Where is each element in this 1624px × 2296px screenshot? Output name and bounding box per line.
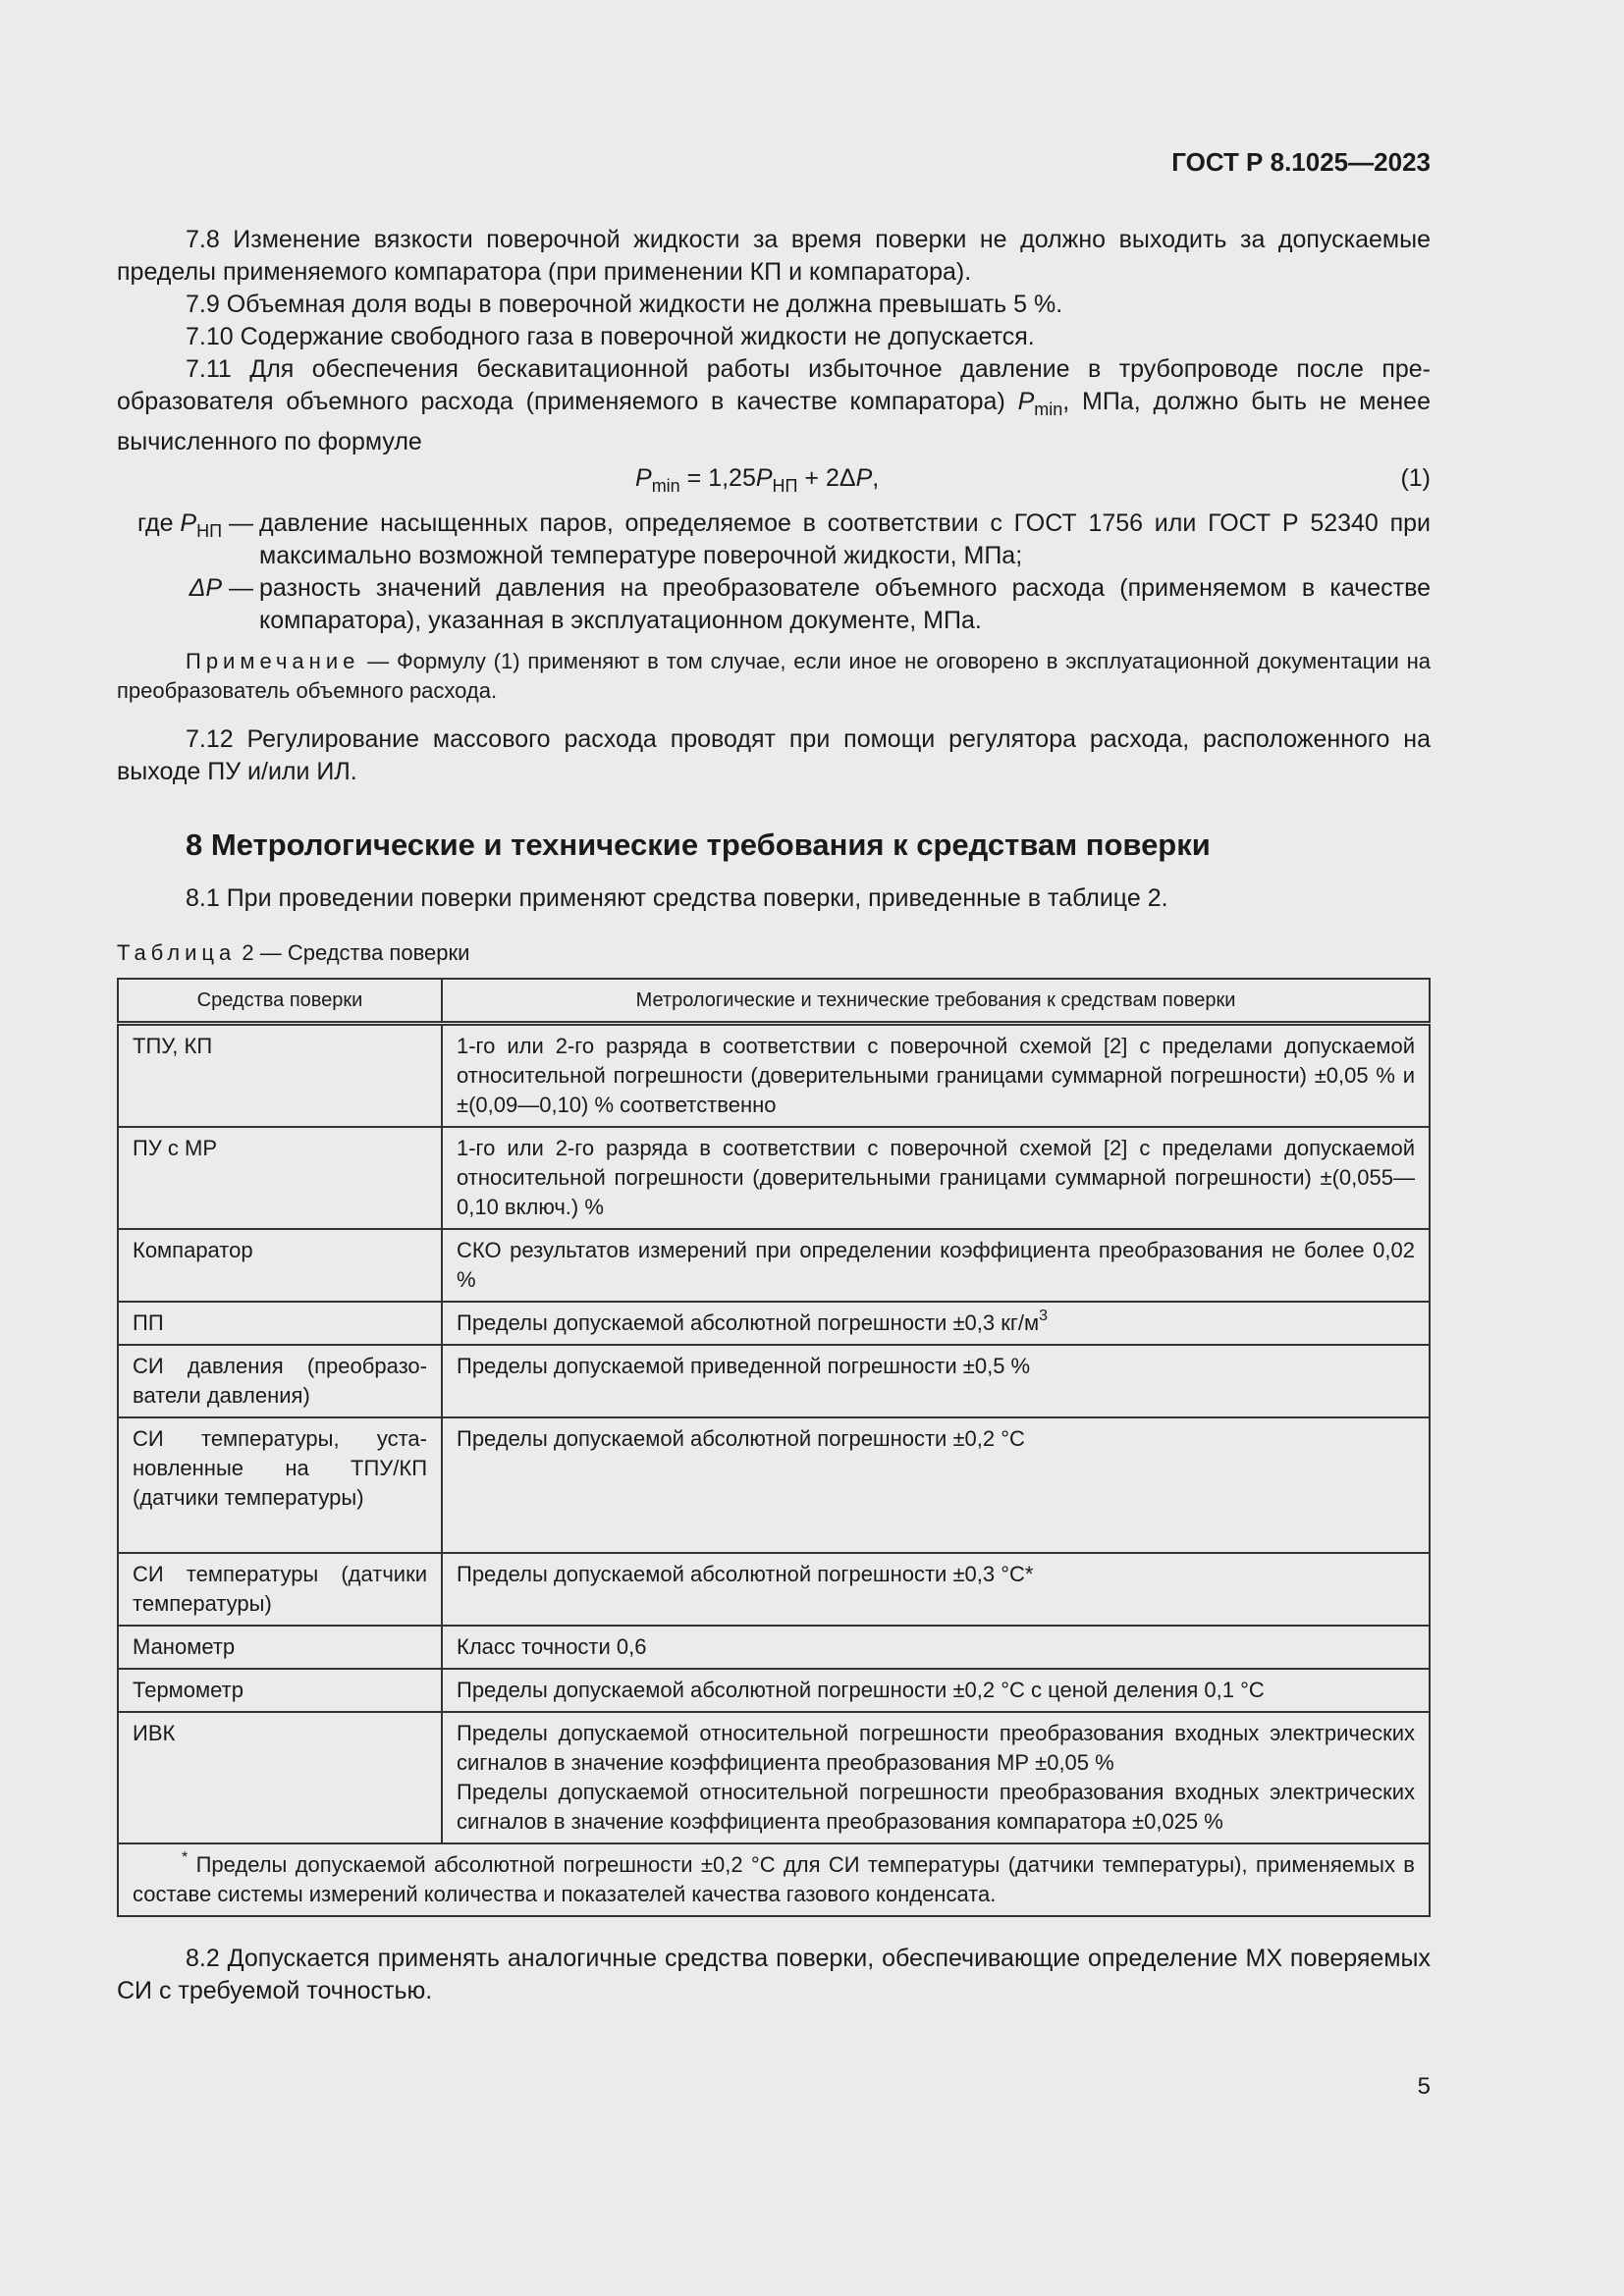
paragraph-7-11: 7.11 Для обеспечения бескавитационной работы избыточное давление в трубопроводе после преобразователя объемного расхода (применяемого в качестве компаратора) $P_{min}$, МПа, должно быть не менее вычисленного по формуле [117, 355, 1431, 455]
table-row [118, 1712, 1430, 1843]
table-row [118, 1553, 1430, 1626]
formula-1 [117, 458, 1431, 498]
note-label: Примечание [186, 649, 360, 673]
formula-legend [117, 507, 1431, 637]
legend-symbol: где $P_{НП}$ — [136, 509, 253, 541]
table-cell: Компаратор [118, 1229, 442, 1302]
formula-number: (1) [1400, 464, 1431, 492]
table-cell: Класс точности 0,6 [442, 1626, 1430, 1669]
legend-text: давление насыщенных паров, определяемое в соответствии с ГОСТ 1756 или ГОСТ Р 52340 при максимально возможной температуре поверочной жидкости, МПа; [259, 509, 1431, 569]
table-header-row [118, 979, 1430, 1024]
column-header: Средства поверки [118, 979, 442, 1024]
table-cell: Пределы допускаемой относительной погрешности преобразования входных электрических сигналов в значение коэффициента преобразования МР ±0,05 % Пределы допускаемой относительной погрешности преобразования входных электрических сигналов в значение коэффициента преобразования компаратора ±0,025 % [442, 1712, 1430, 1843]
table-cell: ИВК [118, 1712, 442, 1843]
table-cell: СИ давления (преобразователи давления) [118, 1345, 442, 1417]
table-cell: ТПУ, КП [118, 1024, 442, 1128]
table-cell: 1-го или 2-го разряда в соответствии с поверочной схемой [2] с пределами допускаемой относительной погрешности (доверительными границами суммарной погрешности) ±(0,055—0,10 включ.) % [442, 1127, 1430, 1229]
table-cell: Пределы допускаемой абсолютной погрешности ±0,3 $кг/м^3$ [442, 1302, 1430, 1345]
table-cell: ПП [118, 1302, 442, 1345]
legend-symbol: ΔP — [189, 574, 253, 602]
verification-table [117, 978, 1431, 1917]
section-heading: 8 Метрологические и технические требования к средствам поверки [186, 828, 1211, 862]
table-cell: 1-го или 2-го разряда в соответствии с поверочной схемой [2] с пределами допускаемой относительной погрешности (доверительными границами суммарной погрешности) ±0,05 % и ±(0,09—0,10) % соответственно [442, 1024, 1430, 1128]
table-row [118, 1229, 1430, 1302]
table-footnote-row [118, 1843, 1430, 1916]
paragraph-7-12: 7.12 Регулирование массового расхода проводят при помощи регулятора расхода, расположенного на выходе ПУ и/или ИЛ. [117, 725, 1431, 785]
table-row [118, 1626, 1430, 1669]
paragraph-8-1: 8.1 При проведении поверки применяют средства поверки, приведенные в таблице 2. [186, 884, 1168, 912]
table-cell: Пределы допускаемой приведенной погрешности ±0,5 % [442, 1345, 1430, 1417]
paragraph-7-9: 7.9 Объемная доля воды в поверочной жидкости не должна превышать 5 %. [186, 291, 1063, 318]
table-cell: Пределы допускаемой абсолютной погрешности ±0,2 °С [442, 1417, 1430, 1553]
table-cell: ПУ с МР [118, 1127, 442, 1229]
table-cell: Пределы допускаемой абсолютной погрешности ±0,3 °С* [442, 1553, 1430, 1626]
legend-row [117, 507, 1431, 572]
table-row [118, 1669, 1430, 1712]
table-row [118, 1127, 1430, 1229]
page-number: 5 [1417, 2073, 1431, 2100]
table-row [118, 1302, 1430, 1345]
legend-row [117, 572, 1431, 637]
note: Примечание — Формулу (1) применяют в том случае, если иное не оговорено в эксплуатационной документации на преобразователь объемного расхода. [117, 649, 1431, 703]
paragraph-8-2: 8.2 Допускается применять аналогичные средства поверки, обеспечивающие определение МХ поверяемых СИ с требуемой точностью. [117, 1945, 1431, 2004]
table-title: Таблица 2 — Средства поверки [117, 940, 470, 965]
paragraph-7-10: 7.10 Содержание свободного газа в поверочной жидкости не допускается. [186, 323, 1035, 350]
table-cell: Манометр [118, 1626, 442, 1669]
document-header: ГОСТ Р 8.1025—2023 [1171, 147, 1431, 177]
table-footnote: * Пределы допускаемой абсолютной погрешности ±0,2 °С для СИ температуры (датчики температуры), применяемых в составе системы измерений количества и показателей качества газового конденсата. [118, 1843, 1430, 1916]
table-cell: СКО результатов измерений при определении коэффициента преобразования не более 0,02 % [442, 1229, 1430, 1302]
table-row [118, 1024, 1430, 1128]
table-cell: Пределы допускаемой абсолютной погрешности ±0,2 °С с ценой деления 0,1 °С [442, 1669, 1430, 1712]
legend-text: разность значений давления на преобразователе объемного расхода (применяемом в качестве компаратора), указанная в эксплуатационном документе, МПа. [259, 574, 1431, 634]
paragraph-7-8: 7.8 Изменение вязкости поверочной жидкости за время поверки не должно выходить за допускаемые пределы применяемого компаратора (при применении КП и компаратора). [117, 226, 1431, 286]
formula-expression: $P_{min} = 1,25P_{НП} + 2\Delta P$, [635, 464, 880, 496]
table-row [118, 1417, 1430, 1553]
table-cell: СИ температуры, установленные на ТПУ/КП (датчики температуры) [118, 1417, 442, 1553]
column-header: Метрологические и технические требования к средствам поверки [442, 979, 1430, 1024]
table-cell: Термометр [118, 1669, 442, 1712]
table-cell: СИ температуры (датчики температуры) [118, 1553, 442, 1626]
table-row [118, 1345, 1430, 1417]
document-body [117, 224, 1431, 2007]
